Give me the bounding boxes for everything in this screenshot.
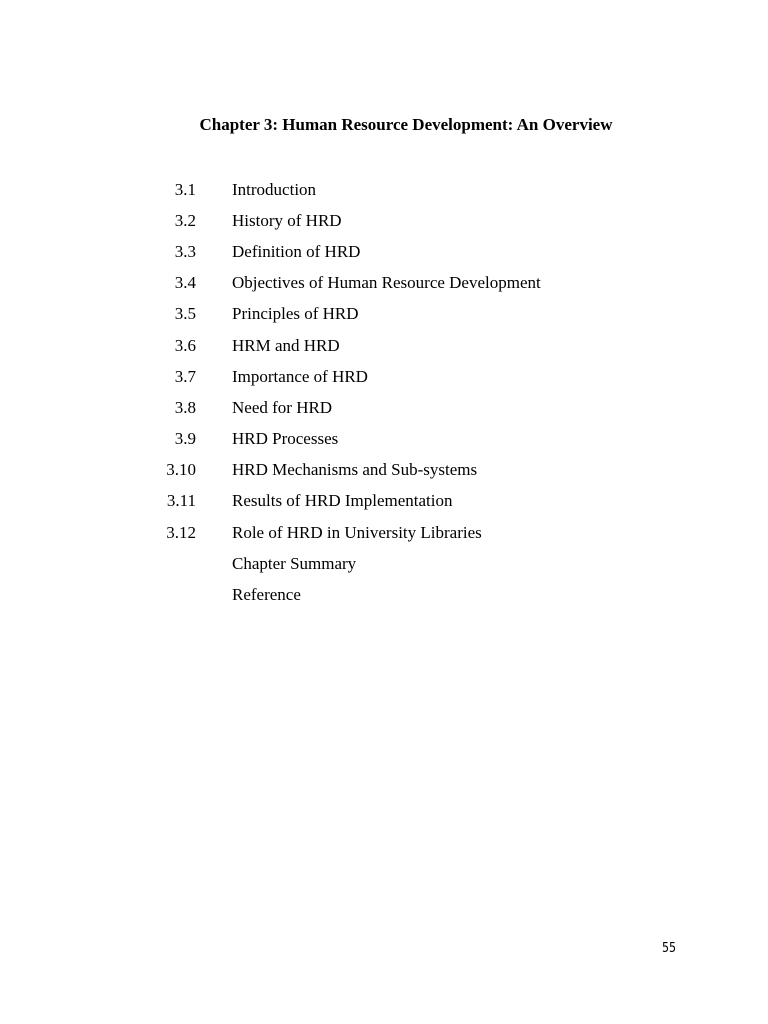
toc-item-label: Need for HRD [232,397,333,417]
toc-item-reference [150,579,541,610]
toc-item-label: Introduction [232,179,317,199]
toc-item-3-3 [150,236,541,267]
toc-item-label: Importance of HRD [232,366,368,386]
toc-item-label: History of HRD [232,210,342,230]
toc-item-label: Objectives of Human Resource Development [232,273,541,293]
toc-item-3-11 [150,486,541,517]
toc-item-chapter-summary [150,548,541,579]
toc-item-number: 3.1 [174,179,196,199]
toc-item-number: 3.12 [166,522,196,542]
toc-item-number: 3.6 [174,335,196,355]
page-number: 55 [662,941,677,956]
toc-item-number: 3.2 [174,210,196,230]
toc-item-number: 3.7 [174,366,196,386]
chapter-title: Chapter 3: Human Resource Development: An Overview [199,115,613,134]
toc-item-3-12 [150,517,541,548]
toc-item-number: 3.3 [174,241,196,261]
toc-item-3-5 [150,299,541,330]
toc-item-3-4 [150,268,541,299]
table-of-contents [150,174,541,611]
toc-item-3-8 [150,392,541,423]
toc-item-3-7 [150,361,541,392]
toc-item-number: 3.11 [166,491,196,511]
toc-item-number: 3.8 [174,397,196,417]
toc-item-3-9 [150,424,541,455]
toc-item-label: Principles of HRD [232,304,359,324]
toc-item-number: 3.10 [166,460,196,480]
toc-item-label: Role of HRD in University Libraries [232,522,482,542]
toc-item-label: HRM and HRD [232,335,340,355]
toc-item-label: HRD Processes [232,429,339,449]
toc-item-number: 3.9 [174,429,196,449]
toc-item-3-1 [150,174,541,205]
toc-item-number: 3.4 [174,273,196,293]
toc-item-number: 3.5 [174,304,196,324]
toc-item-label: Reference [232,585,301,605]
toc-item-label: Definition of HRD [232,241,361,261]
toc-item-label: Results of HRD Implementation [232,491,453,511]
toc-item-3-6 [150,330,541,361]
toc-item-label: HRD Mechanisms and Sub-systems [232,460,478,480]
toc-item-label: Chapter Summary [232,553,357,573]
toc-item-3-2 [150,205,541,236]
toc-item-3-10 [150,455,541,486]
